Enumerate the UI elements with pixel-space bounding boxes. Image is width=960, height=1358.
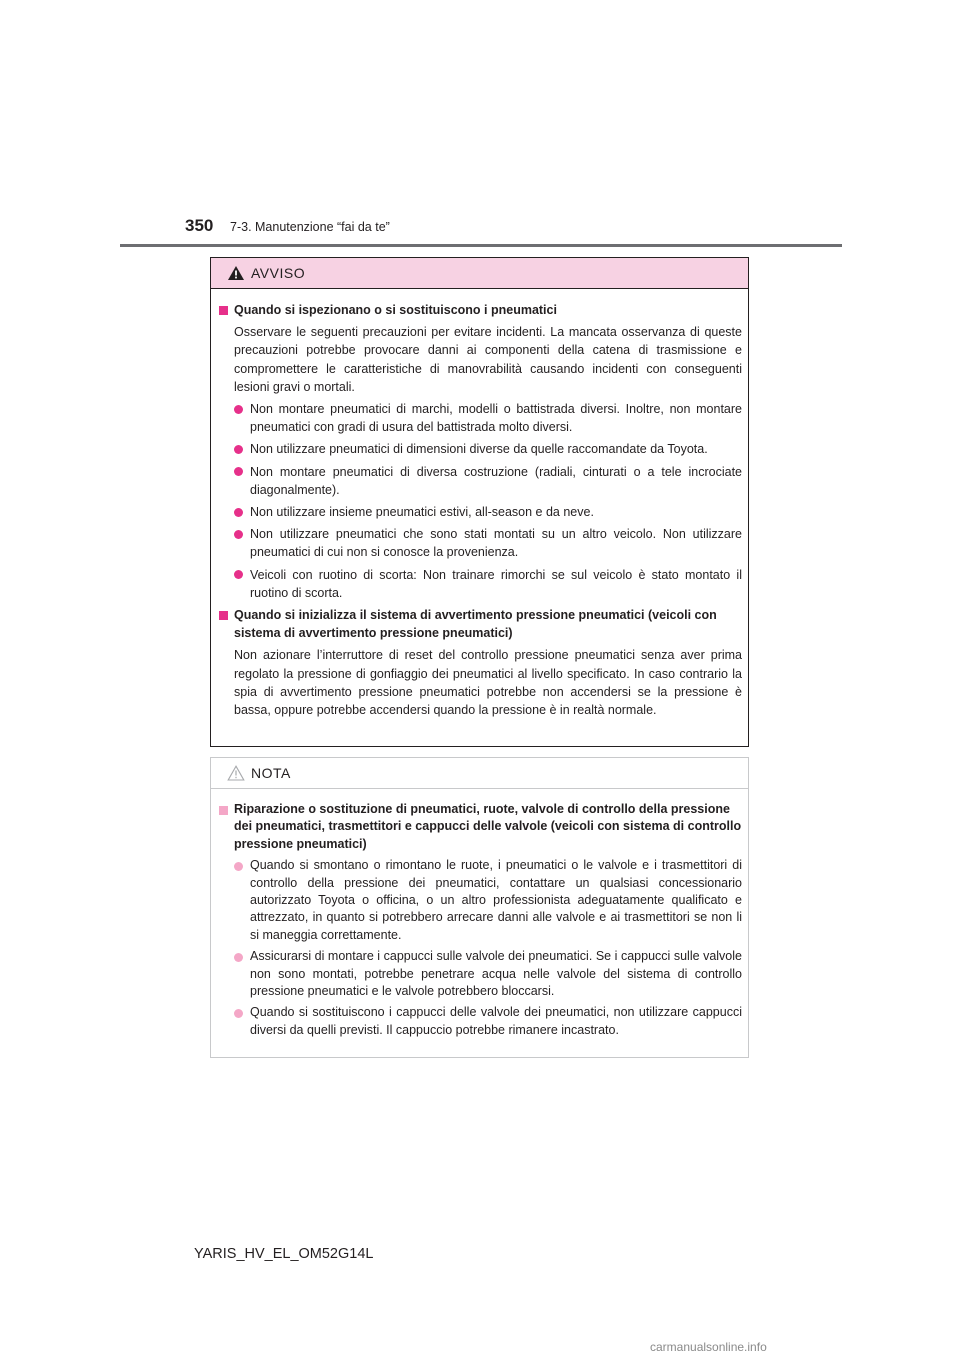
warning-box bbox=[210, 257, 749, 747]
warning-label: AVVISO bbox=[251, 265, 306, 281]
warning-triangle-icon bbox=[227, 265, 245, 281]
square-bullet-icon bbox=[219, 306, 228, 315]
round-bullet-icon bbox=[234, 530, 243, 539]
list-item: Assicurarsi di montare i cappucci sulle valvole dei pneumatici. Se i cappucci sulle valvole non sono montati, potrebbe penetrare acqua nelle valvole del sistema di controllo pressione pneumatici e le valvole potrebbero bloccarsi. bbox=[219, 948, 742, 1000]
round-bullet-icon bbox=[234, 445, 243, 454]
round-bullet-icon bbox=[234, 862, 243, 871]
round-bullet-icon bbox=[234, 467, 243, 476]
list-item: Quando si sostituiscono i cappucci delle valvole dei pneumatici, non utilizzare cappucci diversi da quelli previsti. Il cappuccio potrebbe rimanere incastrato. bbox=[219, 1004, 742, 1039]
round-bullet-icon bbox=[234, 953, 243, 962]
warning-section-heading: Quando si inizializza il sistema di avvertimento pressione pneumatici (veicoli con sistema di avvertimento pressione pneumatici) bbox=[219, 606, 742, 642]
list-item: Non utilizzare pneumatici di dimensioni diverse da quelle raccomandate da Toyota. bbox=[219, 440, 742, 458]
watermark: carmanualsonline.info bbox=[650, 1340, 767, 1354]
list-item: Quando si smontano o rimontano le ruote, i pneumatici o le valvole e i trasmettitori di controllo della pressione dei pneumatici, contattare un qualsiasi concessionario autorizzato Toyota o officina, o un altro professionista adeguatamente qualificato e attrezzato, in quanto si potrebbero arrecare danni alle valvole e ai trasmettitori se non li si maneggia correttamente. bbox=[219, 857, 742, 944]
list-item: Veicoli con ruotino di scorta: Non trainare rimorchi se sul veicolo è stato montato il ruotino di scorta. bbox=[219, 566, 742, 602]
list-item: Non utilizzare insieme pneumatici estivi, all-season e da neve. bbox=[219, 503, 742, 521]
round-bullet-icon bbox=[234, 405, 243, 414]
document-code: YARIS_HV_EL_OM52G14L bbox=[194, 1246, 374, 1262]
warning-paragraph: Non azionare l’interruttore di reset del controllo pressione pneumatici senza aver prima regolato la pressione di gonfiaggio dei pneumatici al livello specificato. In caso contrario la spia di avvertimento pressione pneumatici potrebbe non accendersi se la pressione è bassa, oppure potrebbe accendersi quando la pressione è in realtà normale. bbox=[234, 648, 742, 718]
square-bullet-icon bbox=[219, 806, 228, 815]
note-box bbox=[210, 757, 749, 1058]
header-rule bbox=[120, 244, 842, 247]
list-item: Non montare pneumatici di diversa costruzione (radiali, cinturati o a tele incrociate diagonalmente). bbox=[219, 463, 742, 499]
round-bullet-icon bbox=[234, 1009, 243, 1018]
note-label: NOTA bbox=[251, 765, 291, 781]
page-number: 350 bbox=[185, 216, 214, 235]
warning-section-heading: Quando si ispezionano o si sostituiscono i pneumatici bbox=[219, 301, 742, 319]
round-bullet-icon bbox=[234, 508, 243, 517]
caution-triangle-outline-icon bbox=[227, 765, 245, 781]
list-item: Non utilizzare pneumatici che sono stati montati su un altro veicolo. Non utilizzare pneumatici di cui non si conosce la provenienza. bbox=[219, 525, 742, 561]
note-header bbox=[211, 758, 748, 789]
warning-header bbox=[211, 258, 748, 289]
square-bullet-icon bbox=[219, 611, 228, 620]
round-bullet-icon bbox=[234, 570, 243, 579]
list-item: Non montare pneumatici di marchi, modelli o battistrada diversi. Inoltre, non montare pneumatici con gradi di usura del battistrada molto diversi. bbox=[219, 400, 742, 436]
section-title: 7-3. Manutenzione “fai da te” bbox=[230, 220, 390, 234]
warning-paragraph: Osservare le seguenti precauzioni per evitare incidenti. La mancata osservanza di queste precauzioni potrebbe provocare danni ai componenti della catena di trasmissione e compromettere le caratteristiche di manovrabilità causando incidenti con conseguenti lesioni gravi o mortali. bbox=[234, 325, 742, 394]
note-section-heading: Riparazione o sostituzione di pneumatici, ruote, valvole di controllo della pressione dei pneumatici, trasmettitori e cappucci delle valvole (veicoli con sistema di controllo pressione pneumatici) bbox=[219, 801, 742, 853]
